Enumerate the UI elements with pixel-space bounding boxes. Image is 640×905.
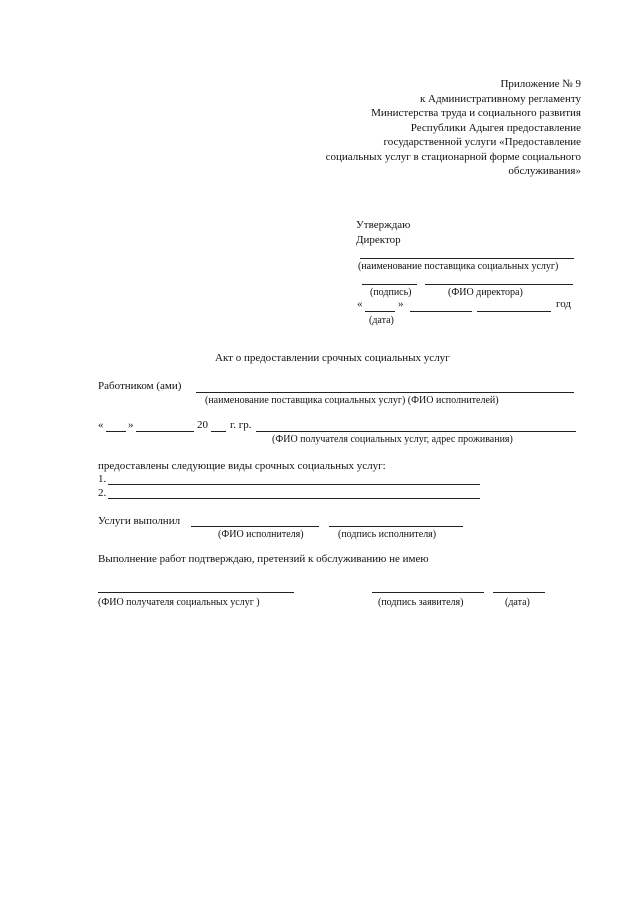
performer-sign-line: [329, 526, 463, 527]
confirmation-text: Выполнение работ подтверждаю, претензий к обслуживанию не имею: [98, 553, 429, 565]
approval-year-line: [477, 311, 551, 312]
approve-label: Утверждаю: [356, 219, 411, 231]
date-gr-label: г. гр.: [230, 419, 252, 431]
confirm-date-caption: (дата): [505, 597, 530, 608]
date-year-prefix: 20: [197, 419, 208, 431]
recipient-name-caption: (ФИО получателя социальных услуг ): [98, 597, 260, 608]
recipient-line: [256, 431, 576, 432]
header-line-1: Приложение № 9: [500, 78, 581, 90]
header-line-7: обслуживания»: [508, 165, 581, 177]
performer-sign-caption: (подпись исполнителя): [338, 529, 437, 540]
approval-date-close: »: [398, 298, 404, 310]
recipient-name-line: [98, 592, 294, 593]
document-title: Акт о предоставлении срочных социальных услуг: [215, 352, 450, 364]
performed-label: Услуги выполнил: [98, 515, 181, 527]
date-year-line: [211, 431, 226, 432]
confirm-date-line: [493, 592, 545, 593]
director-signature-line: [362, 284, 417, 285]
approval-date-caption: (дата): [369, 315, 394, 326]
director-label: Директор: [356, 234, 401, 246]
date-day-line: [106, 431, 126, 432]
services-intro: предоставлены следующие виды срочных социальных услуг:: [98, 460, 386, 472]
approval-date-open: «: [357, 298, 363, 310]
service-item-2-number: 2.: [98, 487, 107, 499]
provider-name-line: [360, 258, 574, 259]
applicant-sign-caption: (подпись заявителя): [378, 597, 464, 608]
approval-month-line: [410, 311, 472, 312]
header-line-5: государственной услуги «Предоставление: [383, 136, 581, 148]
provider-name-caption: (наименование поставщика социальных услуг): [358, 261, 559, 272]
signature-caption: (подпись): [370, 287, 412, 298]
date-open: «: [98, 419, 104, 431]
worker-caption: (наименование поставщика социальных услуг) (ФИО исполнителей): [205, 395, 499, 406]
approval-year-word: год: [556, 298, 572, 310]
header-line-2: к Административному регламенту: [419, 93, 581, 105]
applicant-sign-line: [372, 592, 484, 593]
director-name-line: [425, 284, 573, 285]
performer-name-caption: (ФИО исполнителя): [218, 529, 304, 540]
director-name-caption: (ФИО директора): [448, 287, 523, 298]
service-item-2-line: [108, 498, 480, 499]
header-line-3: Министерства труда и социального развития: [371, 107, 581, 119]
date-close: »: [128, 419, 134, 431]
worker-label: Работником (ами): [98, 380, 182, 392]
service-item-1-line: [108, 484, 480, 485]
performer-name-line: [191, 526, 319, 527]
approval-day-line: [365, 311, 395, 312]
recipient-caption: (ФИО получателя социальных услуг, адрес проживания): [272, 434, 513, 445]
header-line-4: Республики Адыгея предоставление: [410, 122, 581, 134]
worker-line: [196, 392, 574, 393]
header-line-6: социальных услуг в стационарной форме социального: [325, 151, 581, 163]
service-item-1-number: 1.: [98, 473, 107, 485]
date-month-line: [136, 431, 194, 432]
